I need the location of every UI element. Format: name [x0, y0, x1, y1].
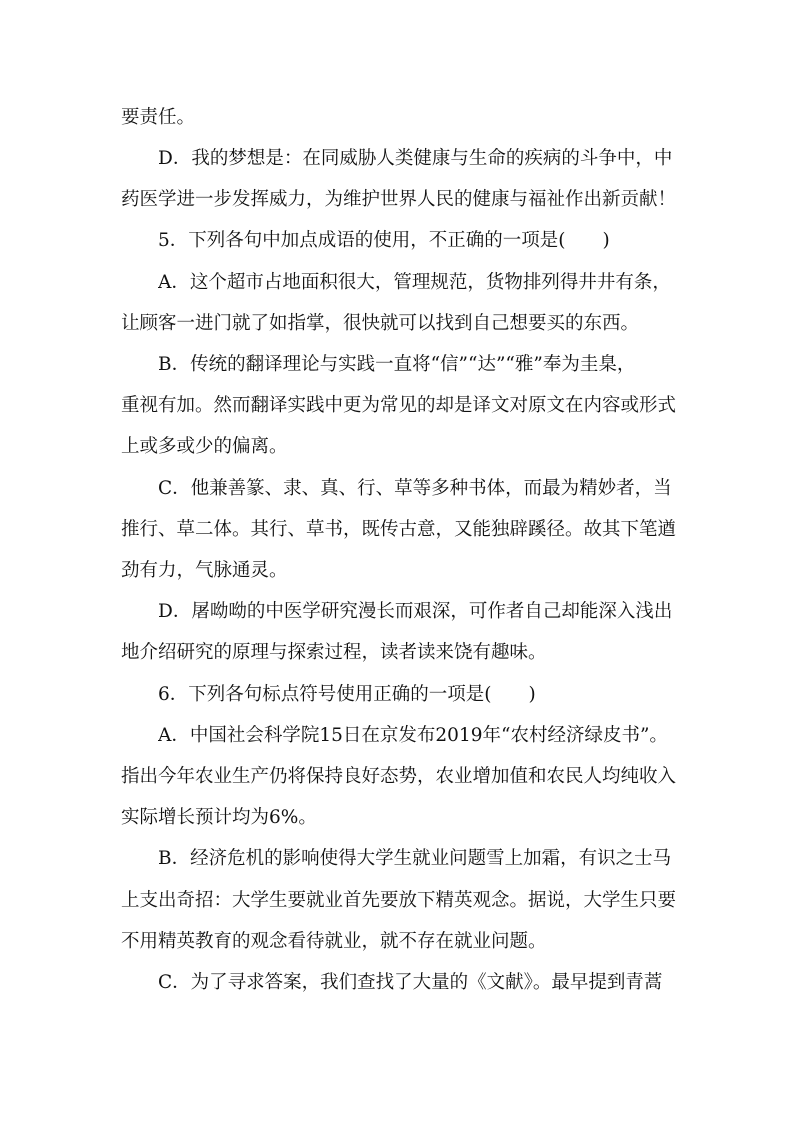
text-line: 要责任。: [121, 107, 196, 128]
option-d-line: D．我的梦想是：在同威胁人类健康与生命的疾病的斗争中，中: [158, 148, 673, 169]
option-b-line: B．经济危机的影响使得大学生就业问题雪上加霜，有识之士马: [158, 848, 672, 869]
text-line: 重视有加。然而翻译实践中更为常见的却是译文对原文在内容或形式: [121, 395, 677, 416]
text-line: 上支出奇招：大学生要就业首先要放下精英观念。据说，大学生只要: [121, 890, 677, 911]
text-line: 地介绍研究的原理与探索过程，读者读来饶有趣味。: [121, 642, 547, 663]
text-line: 指出今年农业生产仍将保持良好态势，农业增加值和农民人均纯收入: [121, 766, 677, 787]
text-line: 药医学进一步发挥威力，为维护世界人民的健康与福祉作出新贡献！: [121, 189, 677, 210]
option-c-line: C．为了寻求答案，我们查找了大量的《文献》。最早提到青蒿: [158, 972, 663, 993]
option-c-line: C．他兼善篆、隶、真、行、草等多种书体，而最为精妙者，当: [158, 478, 672, 499]
question-6-stem: 6．下列各句标点符号使用正确的一项是( ): [158, 684, 536, 705]
text-line: 不用精英教育的观念看待就业，就不存在就业问题。: [121, 931, 547, 952]
option-a-line: A．这个超市占地面积很大，管理规范，货物排列得井井有条，: [158, 272, 671, 293]
option-b-line: B．传统的翻译理论与实践一直将“信”“达”“雅”奉为圭臬，: [158, 354, 636, 375]
text-line: 推行、草二体。其行、草书，既传古意，又能独辟蹊径。故其下笔遒: [121, 519, 677, 540]
text-line: 上或多或少的偏离。: [121, 436, 288, 457]
option-a-line: A．中国社会科学院15日在京发布2019年“农村经济绿皮书”。: [158, 725, 668, 746]
text-line: 实际增长预计均为6%。: [121, 807, 317, 828]
text-line: 让顾客一进门就了如指掌，很快就可以找到自己想要买的东西。: [121, 313, 640, 334]
option-d-line: D．屠呦呦的中医学研究漫长而艰深，可作者自己却能深入浅出: [158, 601, 673, 622]
question-5-stem: 5．下列各句中加点成语的使用，不正确的一项是( ): [158, 230, 610, 251]
text-line: 劲有力，气脉通灵。: [121, 560, 288, 581]
